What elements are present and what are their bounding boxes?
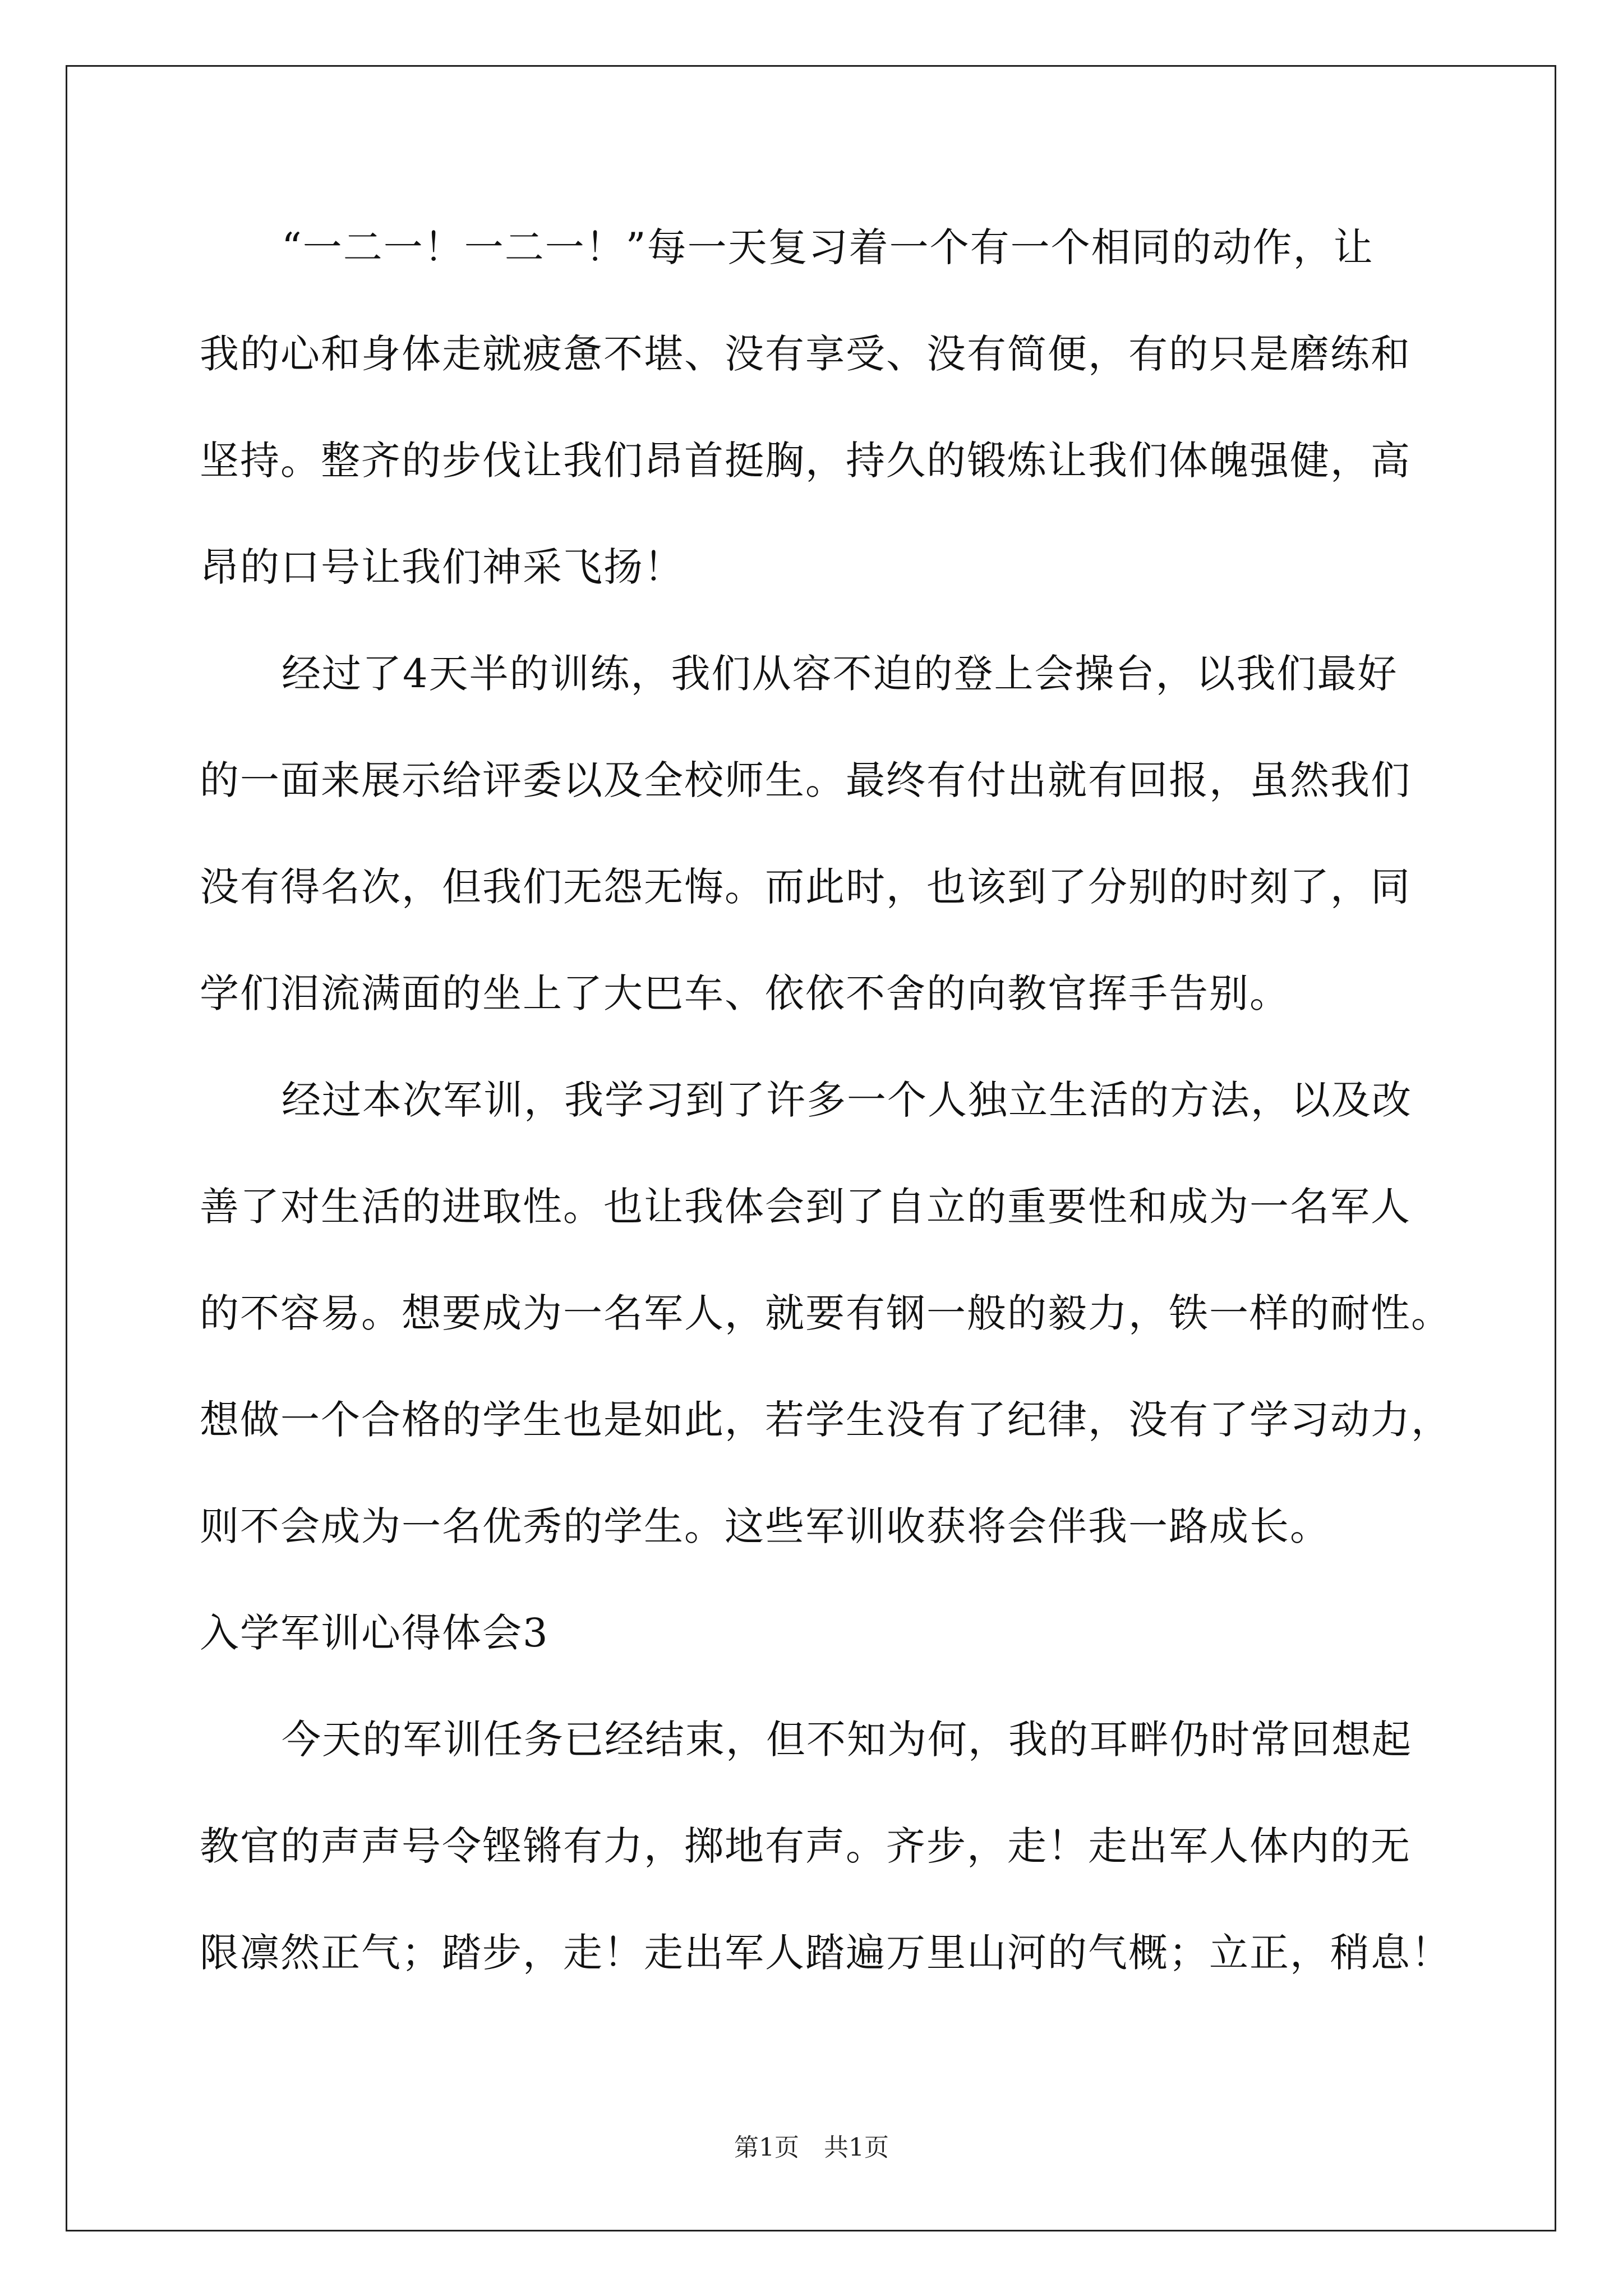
paragraph-1-line-1: “一二一！一二一！”每一天复习着一个有一个相同的动作，让	[282, 224, 1374, 270]
paragraph-3-line-4: 想做一个合格的学生也是如此，若学生没有了纪律，没有了学习动力，	[200, 1397, 1451, 1443]
paragraph-2-line-1: 经过了4天半的训练，我们从容不迫的登上会操台，以我们最好	[282, 651, 1398, 697]
paragraph-2-line-4: 学们泪流满面的坐上了大巴车、依依不舍的向教官挥手告别。	[200, 970, 1290, 1016]
paragraph-2-line-2: 的一面来展示给评委以及全校师生。最终有付出就有回报，虽然我们	[200, 757, 1411, 803]
paragraph-3-line-3: 的不容易。想要成为一名军人，就要有钢一般的毅力，铁一样的耐性。	[200, 1290, 1451, 1336]
paragraph-1-line-2: 我的心和身体走就疲惫不堪、没有享受、没有简便，有的只是磨练和	[200, 331, 1411, 377]
paragraph-1-line-4: 昂的口号让我们神采飞扬！	[200, 544, 684, 590]
page-number-footer: 第1页 共1页	[734, 2133, 889, 2162]
section-heading: 入学军训心得体会3	[200, 1610, 549, 1656]
paragraph-4-line-2: 教官的声声号令铿锵有力，掷地有声。齐步，走！走出军人体内的无	[200, 1823, 1411, 1869]
paragraph-4-line-1: 今天的军训任务已经结束，但不知为何，我的耳畔仍时常回想起	[282, 1717, 1412, 1763]
paragraph-3-line-2: 善了对生活的进取性。也让我体会到了自立的重要性和成为一名军人	[200, 1184, 1411, 1230]
paragraph-1-line-3: 坚持。整齐的步伐让我们昂首挺胸，持久的锻炼让我们体魄强健，高	[200, 438, 1411, 484]
paragraph-3-line-5: 则不会成为一名优秀的学生。这些军训收获将会伴我一路成长。	[200, 1503, 1330, 1549]
document-body	[200, 217, 1451, 2028]
paragraph-3-line-1: 经过本次军训，我学习到了许多一个人独立生活的方法，以及改	[282, 1077, 1412, 1123]
paragraph-2-line-3: 没有得名次，但我们无怨无悔。而此时，也该到了分别的时刻了，同	[200, 864, 1411, 910]
paragraph-4-line-3: 限凛然正气；踏步，走！走出军人踏遍万里山河的气概；立正，稍息！	[200, 1930, 1451, 1976]
